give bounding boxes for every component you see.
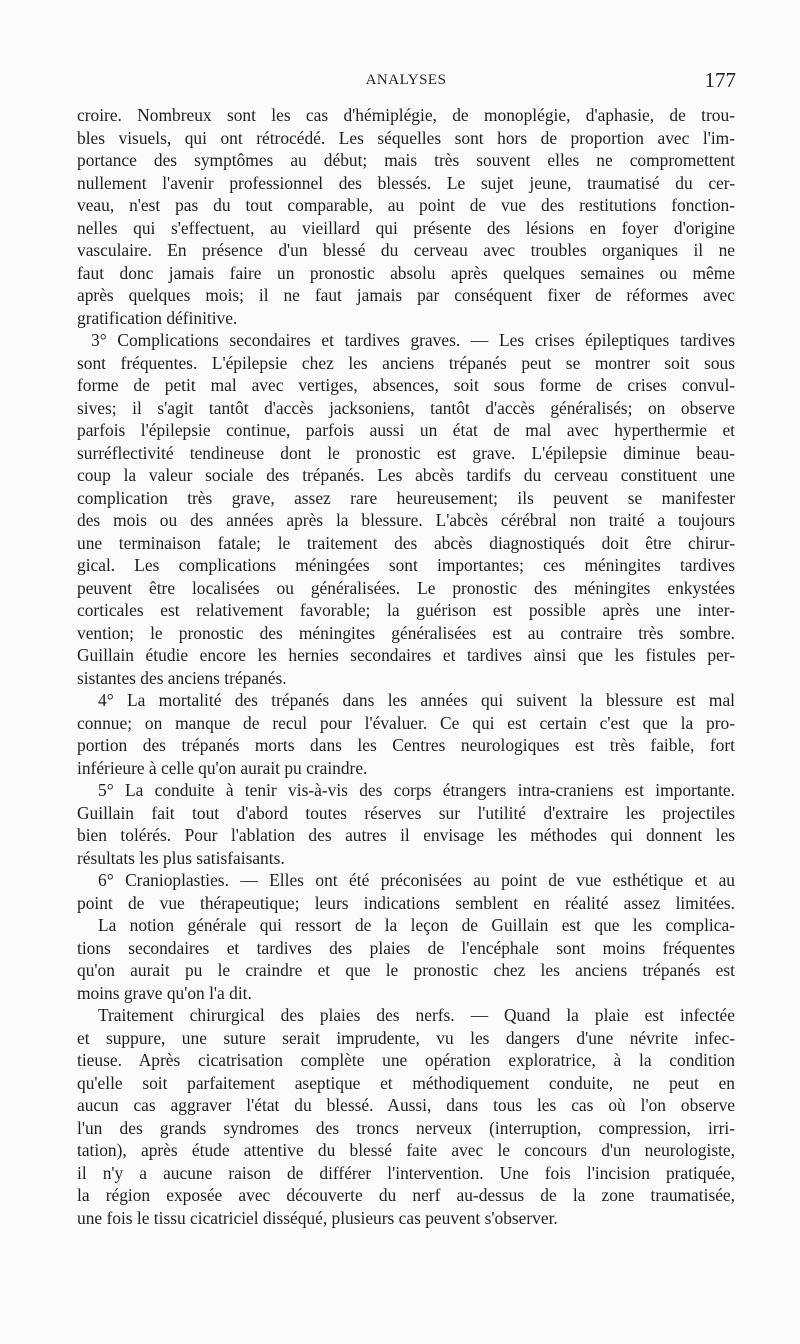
text-line: bles visuels, qui ont rétrocédé. Les séquelles sont hors de proportion avec l'im- xyxy=(77,127,735,148)
text-line: des mois ou des années après la blessure. L'abcès cérébral non traité a toujours xyxy=(77,510,735,530)
text-line: vention; le pronostic des méningites généralisées est au contraire très sombre. xyxy=(77,622,735,643)
text-line: une fois le tissu cicatriciel disséqué, plusieurs cas peuvent s'observer. xyxy=(77,1207,558,1228)
running-title: ANALYSES xyxy=(365,72,447,88)
text-line: point de vue thérapeutique; leurs indications semblent en réalité assez limitées. xyxy=(77,892,735,913)
text-line: corticales est relativement favorable; la guérison est possible après une inter- xyxy=(77,600,735,620)
text-line: tieuse. Après cicatrisation complète une opération exploratrice, à la condition xyxy=(77,1050,735,1070)
text-line: gratification définitive. xyxy=(77,307,238,328)
text-line: portance des symptômes au début; mais très souvent elles ne compromettent xyxy=(77,150,735,170)
text-line: résultats les plus satisfaisants. xyxy=(77,847,285,868)
text-line: La notion générale qui ressort de la leçon de Guillain est que les complica- xyxy=(98,915,735,935)
text-line: portion des trépanés morts dans les Centres neurologiques est très faible, fort xyxy=(77,735,735,755)
text-line: aucun cas aggraver l'état du blessé. Aussi, dans tous les cas où l'on observe xyxy=(77,1095,735,1115)
text-line: forme de petit mal avec vertiges, absences, soit sous forme de crises convul- xyxy=(77,375,735,395)
text-line: sont fréquentes. L'épilepsie chez les anciens trépanés peut se montrer soit sous xyxy=(77,352,735,373)
text-line: vasculaire. En présence d'un blessé du cerveau avec troubles organiques il ne xyxy=(77,240,735,260)
text-line: qu'elle soit parfaitement aseptique et méthodiquement conduite, ne peut en xyxy=(77,1072,735,1093)
text-line: moins grave qu'on l'a dit. xyxy=(77,982,252,1003)
text-line: connue; on manque de recul pour l'évaluer. Ce qui est certain c'est que la pro- xyxy=(77,712,735,733)
text-line: tions secondaires et tardives des plaies de l'encéphale sont moins fréquentes xyxy=(77,937,735,958)
text-line: la région exposée avec découverte du nerf au-dessus de la zone traumatisée, xyxy=(77,1185,735,1205)
text-line: peuvent être localisées ou généralisées. Le pronostic des méningites enkystées xyxy=(77,577,735,598)
text-line: bien tolérés. Pour l'ablation des autres il envisage les méthodes qui donnent les xyxy=(77,825,735,845)
text-line: sistantes des anciens trépanés. xyxy=(77,667,287,688)
running-header xyxy=(76,68,736,92)
text-line: nullement l'avenir professionnel des blessés. Le sujet jeune, traumatisé du cer- xyxy=(77,172,735,193)
text-line: tation), après étude attentive du blessé faite avec le concours d'un neurologiste, xyxy=(77,1140,735,1160)
text-line: nelles qui s'effectuent, au vieillard qui présente des lésions en foyer d'origine xyxy=(77,217,735,238)
text-line: croire. Nombreux sont les cas d'hémiplégie, de monoplégie, d'aphasie, de trou- xyxy=(77,105,735,125)
text-line: 5° La conduite à tenir vis-à-vis des corps étrangers intra-craniens est importante. xyxy=(98,780,735,800)
text-line: qu'on aurait pu le craindre et que le pronostic chez les anciens trépanés est xyxy=(77,960,735,980)
text-line: une terminaison fatale; le traitement des abcès diagnostiqués doit être chirur- xyxy=(77,532,735,553)
text-line: l'un des grands syndromes des troncs nerveux (interruption, compression, irri- xyxy=(77,1117,735,1138)
text-line: surréflectivité tendineuse dont le pronostic est grave. L'épilepsie diminue beau- xyxy=(77,442,735,463)
text-line: et suppure, une suture serait imprudente, vu les dangers d'une névrite infec- xyxy=(77,1027,735,1048)
body-text xyxy=(77,104,735,1229)
text-line: sives; il s'agit tantôt d'accès jacksoniens, tantôt d'accès généralisés; on observe xyxy=(77,397,735,418)
text-line: Traitement chirurgical des plaies des nerfs. — Quand la plaie est infectée xyxy=(98,1005,735,1025)
text-line: après quelques mois; il ne faut jamais par conséquent fixer de réformes avec xyxy=(77,285,735,305)
text-line: faut donc jamais faire un pronostic absolu après quelques semaines ou même xyxy=(77,262,735,283)
text-line: coup la valeur sociale des trépanés. Les abcès tardifs du cerveau constituent une xyxy=(77,465,735,485)
text-line: parfois l'épilepsie continue, parfois aussi un état de mal avec hyperthermie et xyxy=(77,420,735,440)
text-line: inférieure à celle qu'on aurait pu craindre. xyxy=(77,757,368,778)
text-line: Guillain étudie encore les hernies secondaires et tardives ainsi que les fistules per- xyxy=(77,645,735,665)
text-line: 4° La mortalité des trépanés dans les années qui suivent la blessure est mal xyxy=(98,690,735,710)
page-number: 177 xyxy=(704,68,736,92)
text-line: gical. Les complications méningées sont importantes; ces méningites tardives xyxy=(77,555,735,575)
text-line: veau, n'est pas du tout comparable, au point de vue des restitutions fonction- xyxy=(77,195,735,215)
text-line: complication très grave, assez rare heureusement; ils peuvent se manifester xyxy=(77,487,735,508)
text-line: il n'y a aucune raison de différer l'intervention. Une fois l'incision pratiquée, xyxy=(77,1162,735,1183)
text-line: 3° Complications secondaires et tardives graves. — Les crises épileptiques tardives xyxy=(91,330,735,350)
text-line: Guillain fait tout d'abord toutes réserves sur l'utilité d'extraire les projectiles xyxy=(77,802,735,823)
text-line: 6° Cranioplasties. — Elles ont été préconisées au point de vue esthétique et au xyxy=(98,870,735,890)
